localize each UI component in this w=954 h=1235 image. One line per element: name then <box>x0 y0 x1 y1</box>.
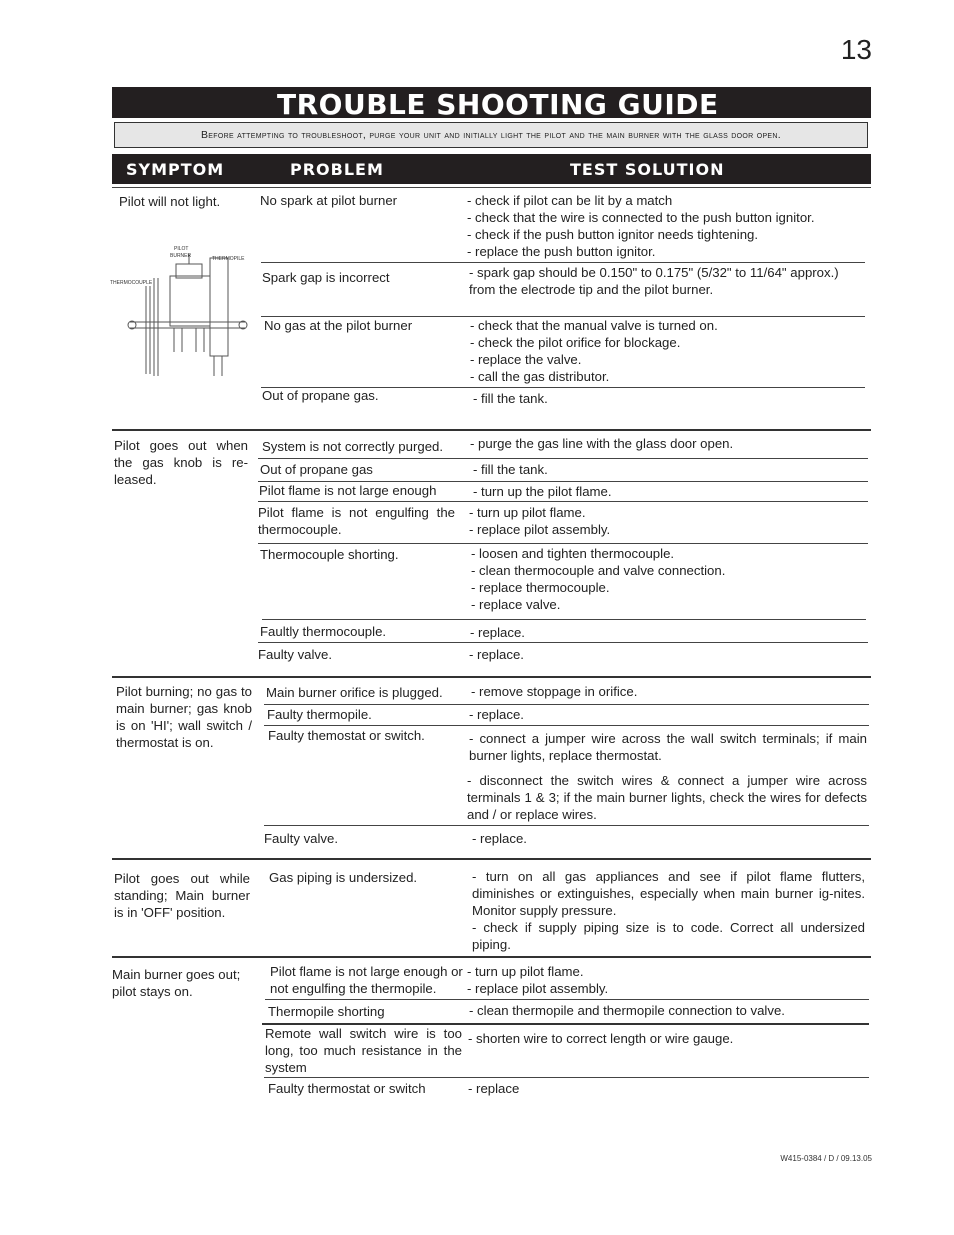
divider <box>264 725 869 726</box>
symptom-text: Pilot goes out while standing; Main burner is in 'OFF' position. <box>114 871 250 920</box>
problem-text: Remote wall switch wire is too long, too much resistance in the system <box>265 1026 462 1075</box>
symptom-text: Pilot burning; no gas to main burner; gas knob is on 'HI'; wall switch / thermostat is on. <box>116 684 252 750</box>
divider <box>112 187 871 188</box>
table-header <box>112 154 871 184</box>
page-title: TROUBLE SHOOTING GUIDE <box>277 88 719 121</box>
solution-text: - fill the tank. <box>473 391 548 406</box>
divider <box>258 642 868 643</box>
solution-text: - turn on all gas appliances and see if pilot flame flutters, diminishes or extinguishes, especially when main burner ig-nites. Monitor supply pressure. - check if supply piping size is to code. Correct all undersized piping. <box>472 869 865 952</box>
problem-text: Faulty thermostat or switch <box>268 1081 426 1096</box>
section-divider <box>112 956 871 958</box>
solution-text: - check if pilot can be lit by a match - check that the wire is connected to the push button ignitor. - check if the push button ignitor needs tightening. - replace the push button ignitor. <box>467 193 815 259</box>
symptom-text: Pilot goes out when the gas knob is re-leased. <box>114 438 248 487</box>
problem-text: Faultly thermocouple. <box>260 624 387 639</box>
problem-text: No spark at pilot burner <box>260 193 398 208</box>
solution-text: - replace. <box>470 625 525 640</box>
solution-text: - check that the manual valve is turned on. - check the pilot orifice for blockage. - replace the valve. - call the gas distributor. <box>470 318 718 384</box>
problem-text: Out of propane gas <box>260 462 373 477</box>
solution-text: - turn up pilot flame. - replace pilot assembly. <box>469 505 611 537</box>
solution-text: - replace. <box>469 707 524 722</box>
pilot-assembly-diagram <box>110 246 254 380</box>
page-number: 13 <box>840 34 872 65</box>
problem-text: Spark gap is incorrect <box>262 270 390 285</box>
diagram-label-thermocouple: THERMOCOUPLE <box>110 280 153 286</box>
divider <box>258 501 868 502</box>
solution-text: - clean thermopile and thermopile connection to valve. <box>469 1003 785 1018</box>
problem-text: System is not correctly purged. <box>262 439 444 454</box>
problem-text: Thermopile shorting <box>268 1004 385 1019</box>
symptom-text: Main burner goes out; pilot stays on. <box>112 967 241 999</box>
problem-text: Faulty thermopile. <box>267 707 372 722</box>
divider <box>258 543 868 544</box>
section-divider <box>112 429 871 431</box>
problem-text: Faulty themostat or switch. <box>268 728 425 743</box>
solution-text: - purge the gas line with the glass door open. <box>470 436 734 451</box>
solution-text: - connect a jumper wire across the wall switch terminals; if main burner lights, replace thermostat. <box>469 731 867 763</box>
divider <box>264 704 869 705</box>
divider <box>261 262 865 263</box>
solution-text: - replace. <box>472 831 527 846</box>
title-bar <box>112 87 871 121</box>
symptom-text: Pilot will not light. <box>119 194 221 209</box>
solution-text: - shorten wire to correct length or wire gauge. <box>468 1031 734 1046</box>
solution-text: - turn up the pilot flame. <box>473 484 612 499</box>
section-divider <box>112 676 871 678</box>
divider <box>264 1077 869 1078</box>
header-solution: TEST SOLUTION <box>570 160 725 179</box>
problem-text: Out of propane gas. <box>262 388 379 403</box>
problem-text: Faulty valve. <box>264 831 339 846</box>
divider <box>262 619 866 620</box>
problem-text: Main burner orifice is plugged. <box>266 685 443 700</box>
header-symptom: SYMPTOM <box>126 160 225 179</box>
solution-text: - remove stoppage in orifice. <box>471 684 638 699</box>
problem-text: Pilot flame is not large enough <box>259 483 437 498</box>
problem-text: Faulty valve. <box>258 647 333 662</box>
divider <box>265 999 869 1000</box>
divider <box>264 825 869 826</box>
document-code: W415-0384 / D / 09.13.05 <box>780 1154 872 1163</box>
intro-note: Before attempting to troubleshoot, purge your unit and initially light the pilot and the main burner with the glass door open. <box>114 122 868 148</box>
solution-text: - turn up pilot flame. - replace pilot assembly. <box>467 964 609 996</box>
divider <box>258 458 868 459</box>
solution-text: - spark gap should be 0.150" to 0.175" (5/32" to 11/64" approx.) from the electrode tip and the pilot burner. <box>469 265 839 297</box>
solution-text: - loosen and tighten thermocouple. - clean thermocouple and valve connection. - replace thermocouple. - replace valve. <box>471 546 726 612</box>
problem-text: Gas piping is undersized. <box>269 870 418 885</box>
header-problem: PROBLEM <box>290 160 384 179</box>
problem-text: No gas at the pilot burner <box>264 318 413 333</box>
problem-text: Pilot flame is not large enough or not engulfing the thermopile. <box>270 964 463 996</box>
diagram-label-thermopile: THERMOPILE <box>212 256 245 262</box>
solution-text: - disconnect the switch wires & connect a jumper wire across terminals 1 & 3; if the main burner lights, check the wires for defects and / or replace wires. <box>467 773 867 822</box>
diagram-label-pilot-burner: PILOT BURNER <box>170 246 192 259</box>
problem-text: Pilot flame is not engulfing the thermocouple. <box>258 505 455 537</box>
solution-text: - replace <box>468 1081 520 1096</box>
section-divider <box>112 858 871 860</box>
problem-text: Thermocouple shorting. <box>260 547 399 562</box>
solution-text: - fill the tank. <box>473 462 548 477</box>
solution-text: - replace. <box>469 647 524 662</box>
